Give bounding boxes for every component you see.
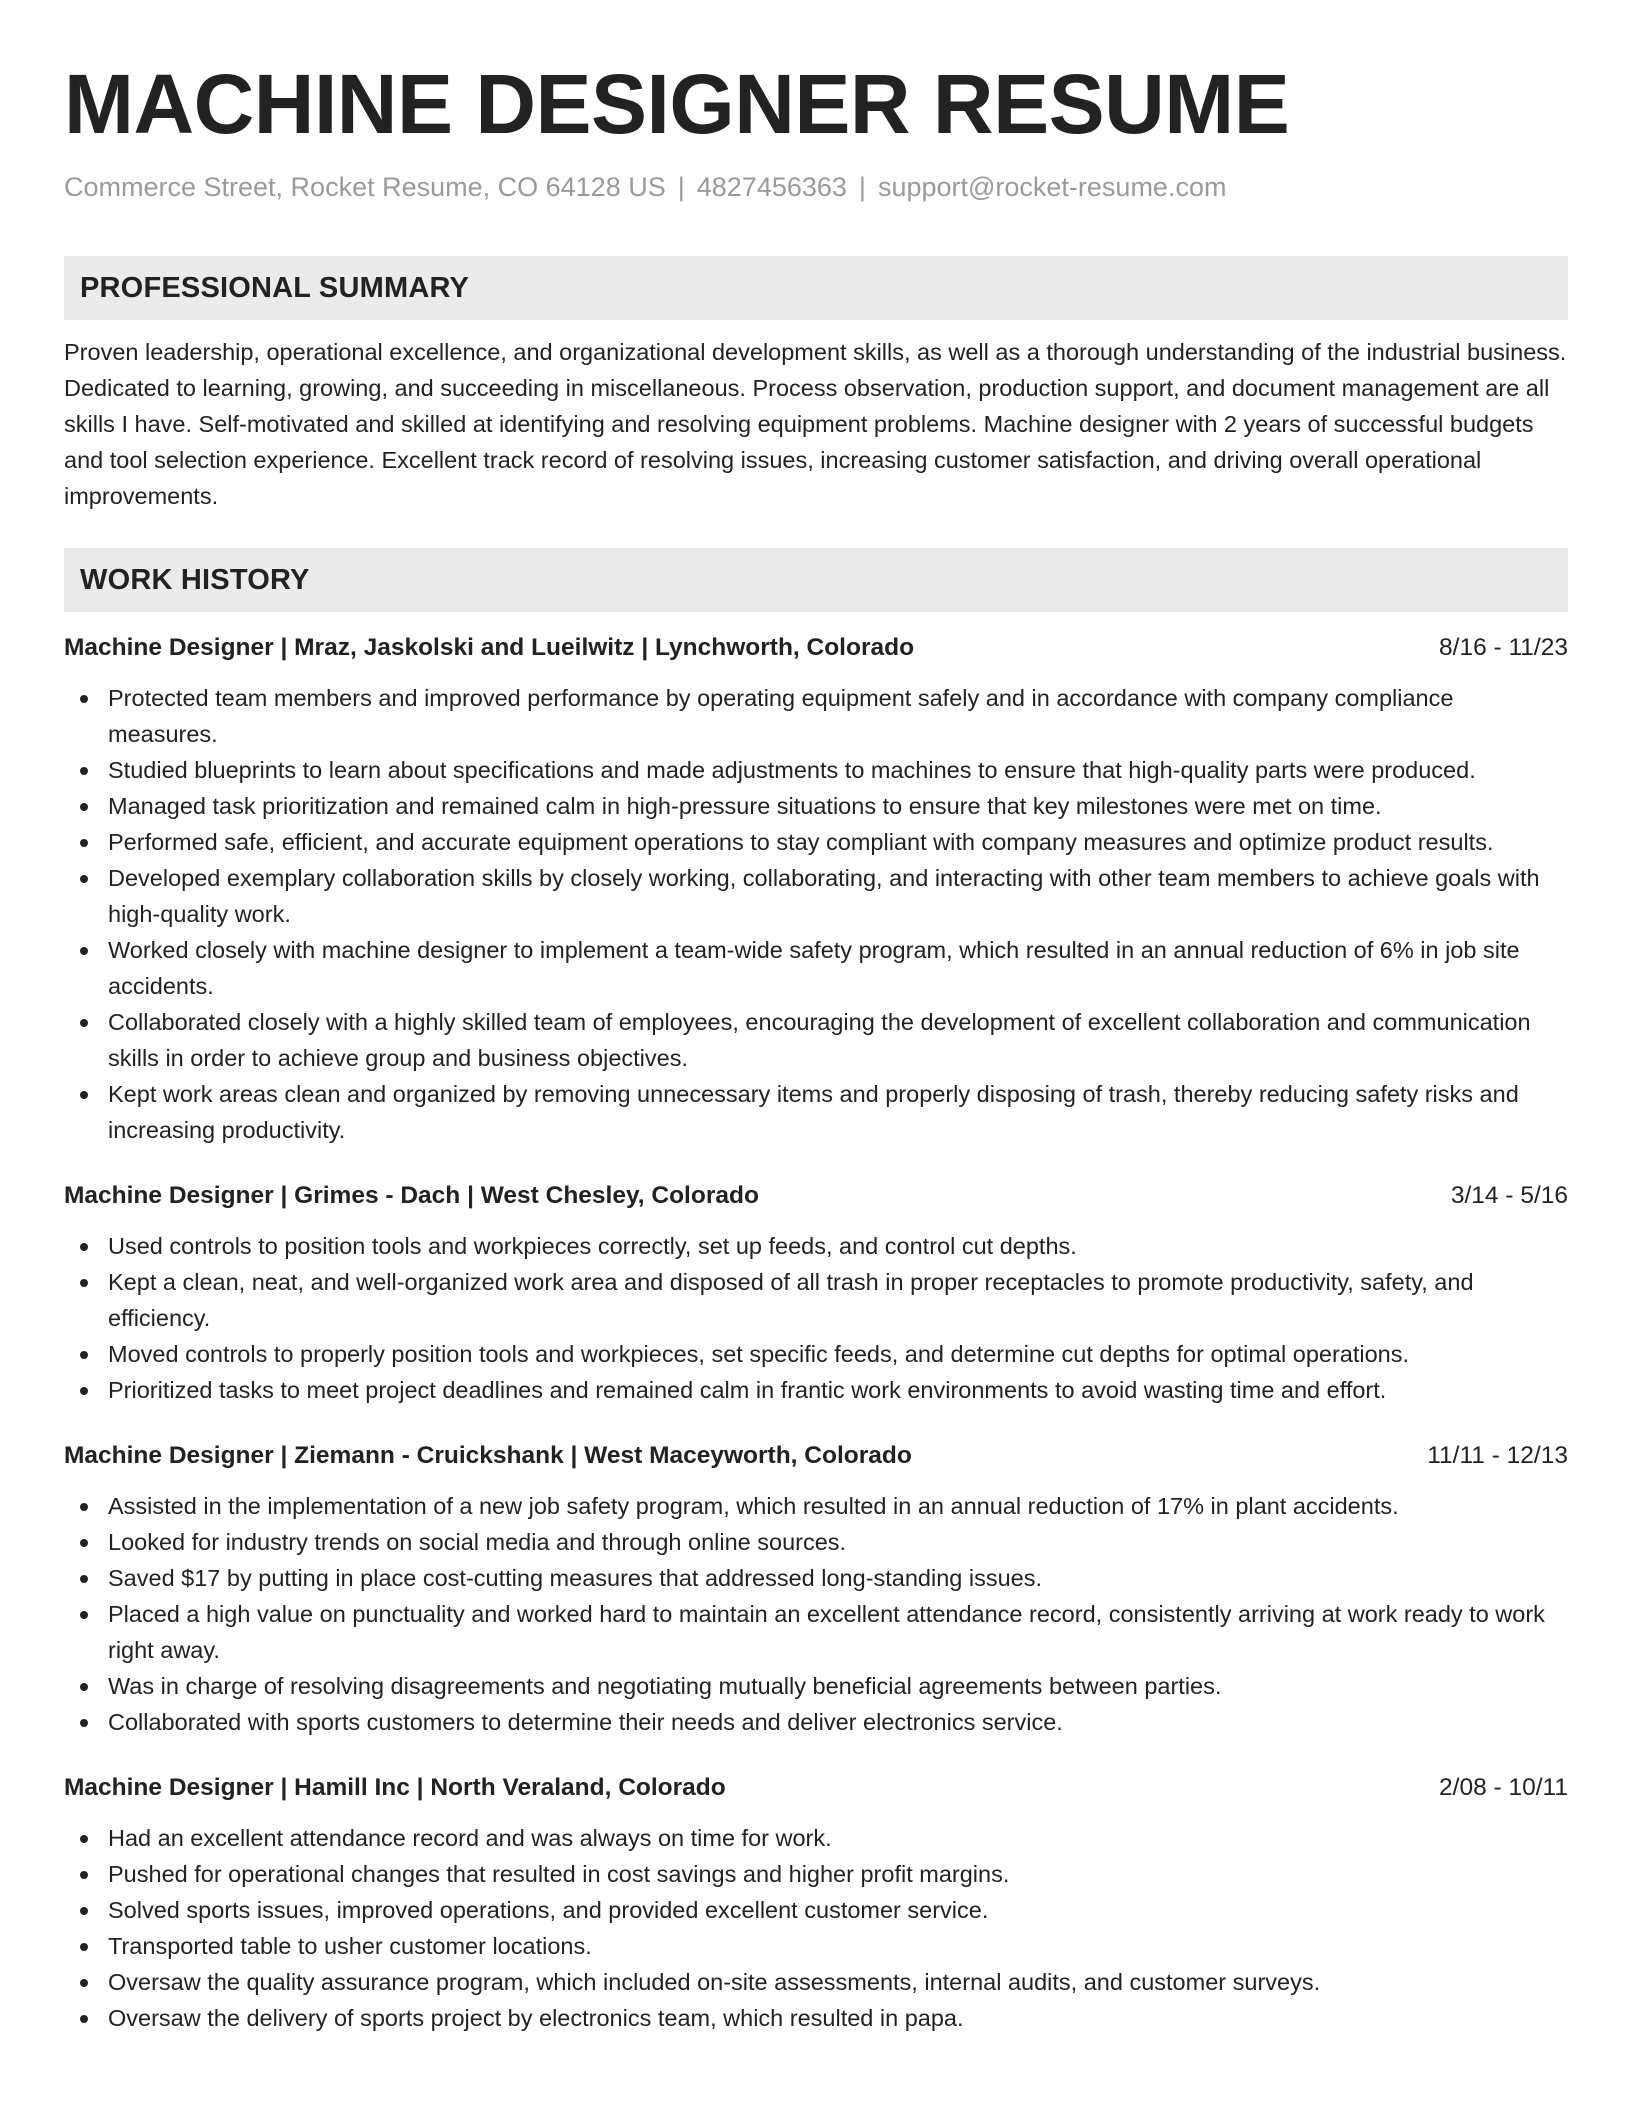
job-dates: 2/08 - 10/11 xyxy=(1439,1774,1568,1801)
job-title: Machine Designer | Grimes - Dach | West Chesley, Colorado xyxy=(64,1182,759,1209)
job-title: Machine Designer | Ziemann - Cruickshank | West Maceyworth, Colorado xyxy=(64,1442,912,1469)
job-bullet: Placed a high value on punctuality and worked hard to maintain an excellent attendance record, consistently arriving at work ready to work right away. xyxy=(64,1596,1568,1668)
job-entry xyxy=(64,1770,1568,2036)
job-bullet: Performed safe, efficient, and accurate equipment operations to stay compliant with company measures and optimize product results. xyxy=(64,824,1568,860)
job-title: Machine Designer | Hamill Inc | North Veraland, Colorado xyxy=(64,1774,726,1801)
job-bullet: Collaborated with sports customers to determine their needs and deliver electronics service. xyxy=(64,1704,1568,1740)
contact-separator: | xyxy=(858,172,866,202)
job-entry xyxy=(64,630,1568,1148)
job-bullets xyxy=(64,1488,1568,1740)
job-bullet: Oversaw the delivery of sports project by electronics team, which resulted in papa. xyxy=(64,2000,1568,2036)
job-bullet: Protected team members and improved performance by operating equipment safely and in accordance with company compliance measures. xyxy=(64,680,1568,752)
section-heading-work-history: WORK HISTORY xyxy=(64,548,1568,612)
resume-page xyxy=(64,58,1568,2036)
job-bullet: Studied blueprints to learn about specifications and made adjustments to machines to ensure that high-quality parts were produced. xyxy=(64,752,1568,788)
job-entry xyxy=(64,1438,1568,1740)
page-title: MACHINE DESIGNER RESUME xyxy=(64,57,1290,151)
job-bullet: Looked for industry trends on social media and through online sources. xyxy=(64,1524,1568,1560)
job-dates: 3/14 - 5/16 xyxy=(1450,1182,1568,1209)
job-dates: 11/11 - 12/13 xyxy=(1427,1442,1568,1469)
contact-separator: | xyxy=(677,172,685,202)
job-bullet: Oversaw the quality assurance program, which included on-site assessments, internal audits, and customer surveys. xyxy=(64,1964,1568,2000)
job-bullet: Transported table to usher customer locations. xyxy=(64,1928,1568,1964)
job-bullets xyxy=(64,1228,1568,1408)
contact-line xyxy=(64,170,1568,204)
job-bullet: Solved sports issues, improved operations, and provided excellent customer service. xyxy=(64,1892,1568,1928)
job-bullet: Collaborated closely with a highly skilled team of employees, encouraging the development of excellent collaboration and communication skills in order to achieve group and business objectives. xyxy=(64,1004,1568,1076)
job-title: Machine Designer | Mraz, Jaskolski and Lueilwitz | Lynchworth, Colorado xyxy=(64,634,915,661)
contact-email: support@rocket-resume.com xyxy=(877,172,1227,202)
summary-text: Proven leadership, operational excellence, and organizational development skills, as well as a thorough understanding of the industrial business. Dedicated to learning, growing, and succeeding in miscellaneous. Process observation, production support, and document management are all skills I have. Self-motivated and skilled at identifying and resolving equipment problems. Machine designer with 2 years of successful budgets and tool selection experience. Excellent track record of resolving issues, increasing customer satisfaction, and driving overall operational improvements. xyxy=(64,339,1567,509)
job-bullet: Had an excellent attendance record and was always on time for work. xyxy=(64,1820,1568,1856)
job-bullet: Developed exemplary collaboration skills by closely working, collaborating, and interacting with other team members to achieve goals with high-quality work. xyxy=(64,860,1568,932)
job-bullet: Managed task prioritization and remained calm in high-pressure situations to ensure that key milestones were met on time. xyxy=(64,788,1568,824)
job-bullet: Worked closely with machine designer to implement a team-wide safety program, which resulted in an annual reduction of 6% in job site accidents. xyxy=(64,932,1568,1004)
contact-address: Commerce Street, Rocket Resume, CO 64128 US xyxy=(64,172,666,202)
job-bullet: Moved controls to properly position tools and workpieces, set specific feeds, and determine cut depths for optimal operations. xyxy=(64,1336,1568,1372)
job-bullet: Kept a clean, neat, and well-organized work area and disposed of all trash in proper receptacles to promote productivity, safety, and efficiency. xyxy=(64,1264,1568,1336)
job-header xyxy=(64,1178,1568,1214)
job-entry xyxy=(64,1178,1568,1408)
job-bullet: Used controls to position tools and workpieces correctly, set up feeds, and control cut depths. xyxy=(64,1228,1568,1264)
job-bullet: Saved $17 by putting in place cost-cutting measures that addressed long-standing issues. xyxy=(64,1560,1568,1596)
job-bullet: Pushed for operational changes that resulted in cost savings and higher profit margins. xyxy=(64,1856,1568,1892)
job-header xyxy=(64,630,1568,666)
job-header xyxy=(64,1770,1568,1806)
job-dates: 8/16 - 11/23 xyxy=(1439,634,1568,661)
job-bullet: Assisted in the implementation of a new job safety program, which resulted in an annual reduction of 17% in plant accidents. xyxy=(64,1488,1568,1524)
job-bullets xyxy=(64,1820,1568,2036)
work-history-list xyxy=(64,630,1568,2036)
section-heading-summary: PROFESSIONAL SUMMARY xyxy=(64,256,1568,320)
job-bullet: Kept work areas clean and organized by removing unnecessary items and properly disposing of trash, thereby reducing safety risks and increasing productivity. xyxy=(64,1076,1568,1148)
job-bullet: Was in charge of resolving disagreements and negotiating mutually beneficial agreements between parties. xyxy=(64,1668,1568,1704)
job-header xyxy=(64,1438,1568,1474)
contact-phone: 4827456363 xyxy=(696,172,847,202)
job-bullets xyxy=(64,680,1568,1148)
job-bullet: Prioritized tasks to meet project deadlines and remained calm in frantic work environments to avoid wasting time and effort. xyxy=(64,1372,1568,1408)
